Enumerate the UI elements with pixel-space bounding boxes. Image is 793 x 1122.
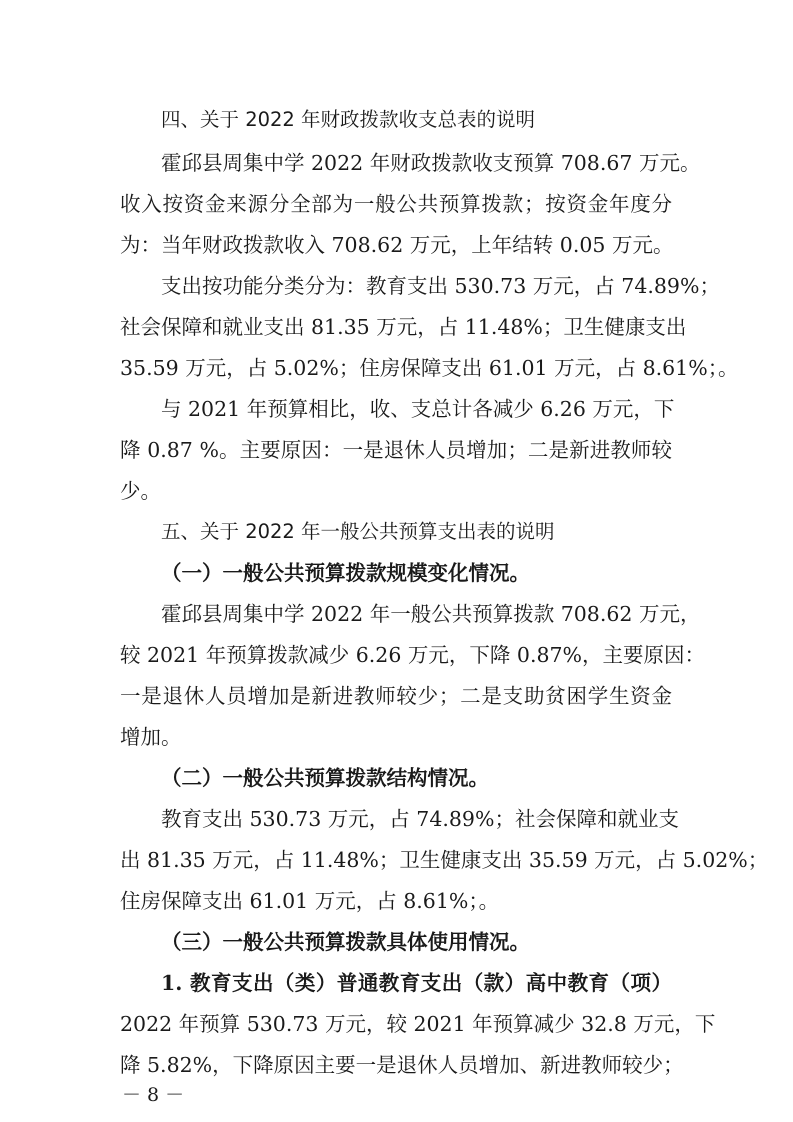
section5-sub2-line2: 出 81.35 万元，占 11.48%；卫生健康支出 35.59 万元，占 5.02%； [120,848,769,872]
section5-sub1-title: （一）一般公共预算拨款规模变化情况。 [161,561,530,585]
section4-p2-line1: 支出按功能分类分为：教育支出 530.73 万元，占 74.89%； [161,274,720,298]
section5-sub3-line2: 降 5.82%，下降原因主要一是退休人员增加、新进教师较少； [120,1053,684,1077]
section5-sub2-line1: 教育支出 530.73 万元，占 74.89%；社会保障和就业支 [161,807,679,831]
section4-p2-line2: 社会保障和就业支出 81.35 万元，占 11.48%；卫生健康支出 [120,315,687,339]
section4-heading: 四、关于 2022 年财政拨款收支总表的说明 [161,108,536,131]
section4-p2-line3: 35.59 万元，占 5.02%；住房保障支出 61.01 万元，占 8.61%；。 [120,356,739,380]
section5-sub2-line3: 住房保障支出 61.01 万元，占 8.61%；。 [120,889,500,913]
section5-sub3-line1: 2022 年预算 530.73 万元，较 2021 年预算减少 32.8 万元，下 [120,1012,716,1036]
section5-sub3-title: （三）一般公共预算拨款具体使用情况。 [161,930,530,954]
section5-sub1-line1: 霍邱县周集中学 2022 年一般公共预算拨款 708.62 万元， [161,602,701,626]
section4-p3-line3: 少。 [120,479,161,503]
section4-p3-line1: 与 2021 年预算相比，收、支总计各减少 6.26 万元，下 [161,397,675,421]
section5-sub2-title: （二）一般公共预算拨款结构情况。 [161,766,489,790]
section5-sub1-line4: 增加。 [120,725,182,749]
page-number: － 8 － [122,1084,185,1106]
section4-p1-line2: 收入按资金来源分全部为一般公共预算拨款；按资金年度分 [120,192,672,216]
section5-sub3-item1-title: 1. 教育支出（类）普通教育支出（款）高中教育（项） [161,971,672,995]
section5-sub1-line2: 较 2021 年预算拨款减少 6.26 万元，下降 0.87%，主要原因： [120,643,706,667]
section4-p1-line3: 为：当年财政拨款收入 708.62 万元，上年结转 0.05 万元。 [120,233,674,257]
section5-heading: 五、关于 2022 年一般公共预算支出表的说明 [161,520,555,543]
section5-sub1-line3: 一是退休人员增加是新进教师较少；二是支助贫困学生资金 [120,684,672,708]
section4-p3-line2: 降 0.87 %。主要原因：一是退休人员增加；二是新进教师较 [120,438,672,462]
section4-p1-line1: 霍邱县周集中学 2022 年财政拨款收支预算 708.67 万元。 [161,151,701,175]
